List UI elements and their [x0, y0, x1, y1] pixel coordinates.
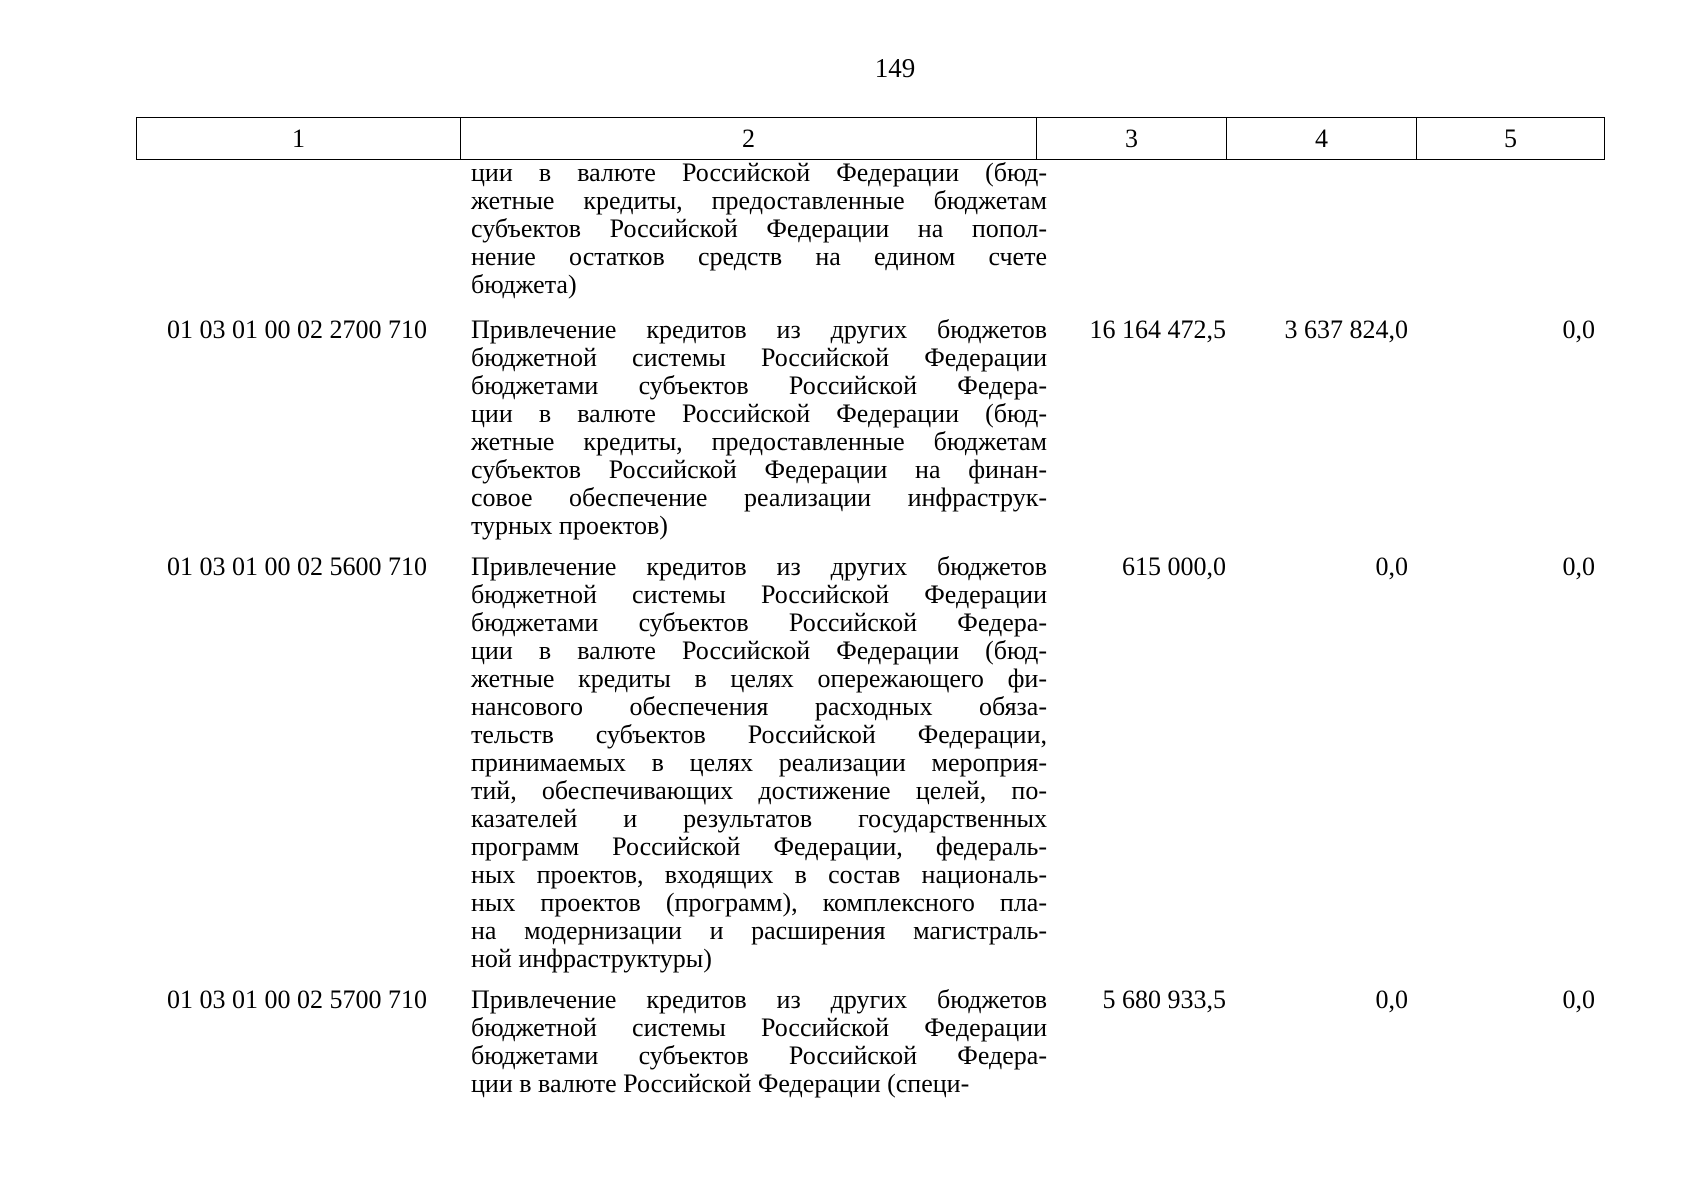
description-line: бюджета): [471, 270, 577, 299]
description-line: бюджетной системы Российской Федерации: [471, 1013, 1047, 1042]
description-line: тельств субъектов Российской Федерации,: [471, 720, 1047, 749]
description-line: программ Российской Федерации, федераль-: [471, 832, 1047, 861]
description-line: турных проектов): [471, 511, 668, 540]
header-col-1: 1: [137, 118, 461, 160]
amount-col4: 0,0: [1375, 985, 1408, 1014]
description-line: субъектов Российской Федерации на попол-: [471, 214, 1047, 243]
description-line: жетные кредиты, предоставленные бюджетам: [471, 427, 1047, 456]
description-line: бюджетной системы Российской Федерации: [471, 580, 1047, 609]
amount-col5: 0,0: [1562, 985, 1595, 1014]
description-line: на модернизации и расширения магистраль-: [471, 916, 1047, 945]
amount-col3: 5 680 933,5: [1102, 985, 1226, 1014]
description-line: нение остатков средств на едином счете: [471, 242, 1047, 271]
description-line: совое обеспечение реализации инфраструк-: [471, 483, 1047, 512]
header-col-4: 4: [1227, 118, 1417, 160]
amount-col3: 16 164 472,5: [1089, 315, 1226, 344]
amount-col4: 3 637 824,0: [1284, 315, 1408, 344]
description-line: нансового обеспечения расходных обяза-: [471, 692, 1047, 721]
description-line: бюджетами субъектов Российской Федера-: [471, 1041, 1047, 1070]
description-cell: [471, 553, 1047, 973]
description-line: ции в валюте Российской Федерации (бюд-: [471, 158, 1047, 187]
amount-col4: 0,0: [1375, 552, 1408, 581]
description-line: принимаемых в целях реализации мероприя-: [471, 748, 1047, 777]
budget-code: 01 03 01 00 02 5600 710: [167, 552, 427, 581]
description-line: тий, обеспечивающих достижение целей, по-: [471, 776, 1047, 805]
description-line: жетные кредиты, предоставленные бюджетам: [471, 186, 1047, 215]
description-line: жетные кредиты в целях опережающего фи-: [471, 664, 1047, 693]
page-number: 149: [874, 53, 916, 83]
table-header: [136, 117, 1605, 160]
description-line: ции в валюте Российской Федерации (специ-: [471, 1069, 970, 1098]
budget-code: 01 03 01 00 02 2700 710: [167, 315, 427, 344]
header-col-5: 5: [1417, 118, 1605, 160]
amount-col5: 0,0: [1562, 315, 1595, 344]
description-cell: [471, 316, 1047, 540]
budget-code: 01 03 01 00 02 5700 710: [167, 985, 427, 1014]
description-line: ной инфраструктуры): [471, 944, 712, 973]
amount-col3: 615 000,0: [1122, 552, 1226, 581]
description-line: ных проектов, входящих в состав националь-: [471, 860, 1047, 889]
description-line: Привлечение кредитов из других бюджетов: [471, 315, 1047, 344]
description-cell: [471, 159, 1047, 299]
description-line: Привлечение кредитов из других бюджетов: [471, 552, 1047, 581]
header-col-3: 3: [1037, 118, 1227, 160]
description-line: ции в валюте Российской Федерации (бюд-: [471, 636, 1047, 665]
amount-col5: 0,0: [1562, 552, 1595, 581]
description-line: ции в валюте Российской Федерации (бюд-: [471, 399, 1047, 428]
description-line: бюджетами субъектов Российской Федера-: [471, 371, 1047, 400]
description-line: ных проектов (программ), комплексного пла-: [471, 888, 1047, 917]
description-line: казателей и результатов государственных: [471, 804, 1047, 833]
header-col-2: 2: [461, 118, 1037, 160]
description-line: Привлечение кредитов из других бюджетов: [471, 985, 1047, 1014]
description-line: субъектов Российской Федерации на финан-: [471, 455, 1047, 484]
description-line: бюджетной системы Российской Федерации: [471, 343, 1047, 372]
description-line: бюджетами субъектов Российской Федера-: [471, 608, 1047, 637]
